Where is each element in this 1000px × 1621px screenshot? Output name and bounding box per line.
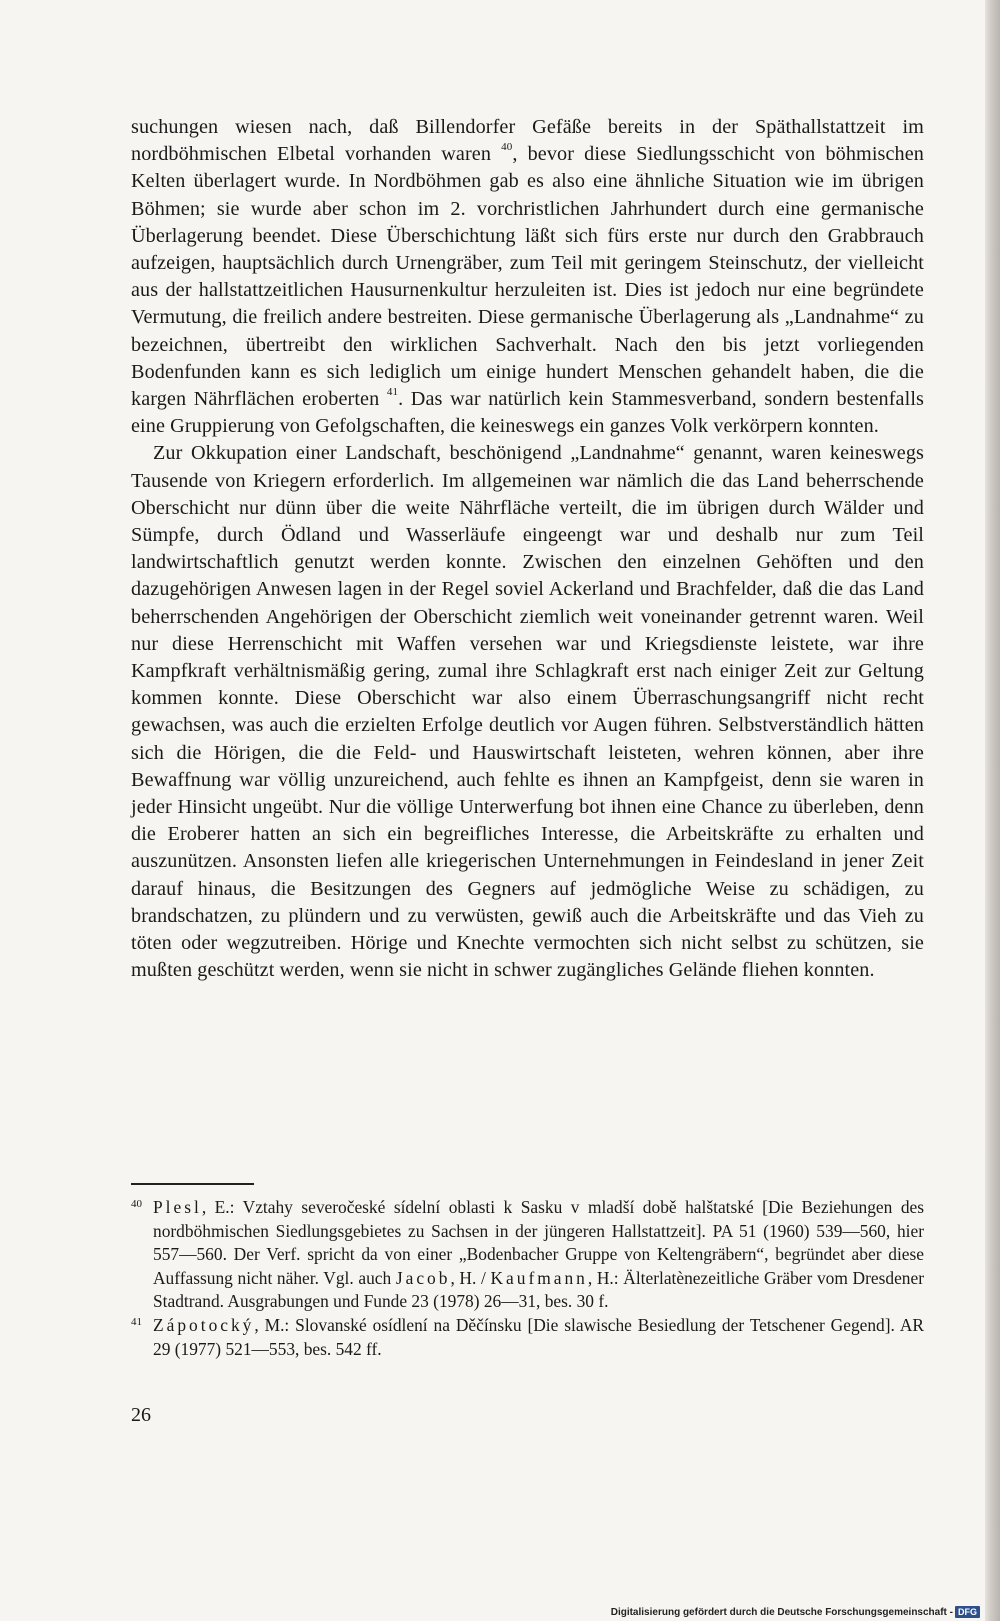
text-run: , H. / <box>450 1267 491 1288</box>
author-name: Zápotocký <box>153 1314 255 1335</box>
footnote-text <box>153 1196 924 1314</box>
footnote-number: 40 <box>131 1198 142 1210</box>
author-name: Kaufmann <box>490 1267 588 1288</box>
text-run: . Das war natürlich kein Stammesverband, sondern bestenfalls eine Gruppierung von Gefolgschaften, die keineswegs ein ganzes Volk verkörpern konnten. <box>131 388 924 438</box>
footnotes <box>131 1196 924 1361</box>
body-text <box>131 114 924 985</box>
page-edge-shadow <box>985 0 1000 1621</box>
author-name: Plesl <box>153 1197 202 1217</box>
dfg-logo: DFG <box>955 1606 980 1618</box>
footnote-separator <box>131 1183 254 1185</box>
footnote-number: 41 <box>131 1315 142 1328</box>
footnote-41 <box>131 1314 924 1361</box>
footnote-text <box>153 1314 924 1361</box>
text-run: , H.: Älterlatènezeitliche Gräber vom Dresdener Stadtrand. Ausgrabungen und Funde 23 (1978) 26—31, bes. 30 f. <box>153 1267 924 1312</box>
footnote-40 <box>131 1196 924 1314</box>
footnote-ref-41[interactable]: 41 <box>386 386 399 399</box>
paragraph-1 <box>131 114 924 440</box>
footer-text: Digitalisierung gefördert durch die Deutsche Forschungsgemeinschaft - <box>610 1606 953 1618</box>
digitization-footer <box>611 1606 980 1618</box>
text-run: Zur Okkupation einer Landschaft, beschönigend „Landnahme“ genannt, waren keineswegs Tausende von Kriegern erforderlich. Im allgemeinen war nämlich die das Land beherrschende Oberschicht nur dünn über die weite Nährfläche verteilt, die im übrigen durch Wälder und Sümpfe, durch Ödland und Wasserläufe eingeengt war und deshalb nur zum Teil landwirtschaftlich genutzt werden konnte. Zwischen den einzelnen Gehöften und den dazugehörigen Anwesen lagen in der Regel soviel Ackerland und Brachfelder, daß die das Land beherrschenden Angehörigen der Oberschicht ziemlich weit voneinander getrennt waren. Weil nur diese Herrenschicht mit Waffen versehen war und Kriegsdienste leistete, war ihre Kampfkraft verhältnismäßig gering, zumal ihre Schlagkraft erst nach einiger Zeit zur Geltung kommen konnte. Diese Oberschicht war also einem Überraschungsangriff nicht recht gewachsen, was auch die erzielten Erfolge deutlich vor Augen führen. Selbstverständlich hätten sich die Hörigen, die die Feld- und Hauswirtschaft leisteten, wehren können, aber ihre Bewaffnung war völlig unzureichend, auch fehlte es ihnen an Kampfgeist, denn sie waren in jeder Hinsicht ungeübt. Nur die völlige Unterwerfung bot ihnen eine Chance zu überleben, denn die Eroberer hatten an sich ein begreifliches Interesse, die Arbeitskräfte zu erhalten und auszunützen. Ansonsten liefen alle kriegerischen Unternehmungen in Feindesland in jener Zeit darauf hinaus, die Besitzungen des Gegners auf jedmögliche Weise zu schädigen, zu brandschatzen, zu plündern und zu verwüsten, gewiß auch die Arbeitskräfte und das Vieh zu töten oder wegzutreiben. Hörige und Knechte vermochten sich nicht selbst zu schützen, sie mußten geschützt werden, wenn sie nicht in schwer zugängliches Gelände fliehen konnten. <box>131 442 924 982</box>
text-run: , M.: Slovanské osídlení na Děčínsku [Die slawische Besiedlung der Tetschener Gegend]. AR 29 (1977) 521—553, bes. 542 ff. <box>153 1314 924 1359</box>
footnote-ref-40[interactable]: 40 <box>501 141 513 154</box>
page-number: 26 <box>131 1404 151 1426</box>
text-run: , bevor diese Siedlungsschicht von böhmischen Kelten überlagert wurde. In Nordböhmen gab es also eine ähnliche Situation wie im übrigen Böhmen; sie wurde aber schon im 2. vorchristlichen Jahrhundert durch eine germanische Überlagerung beendet. Diese Überschichtung läßt sich fürs erste nur durch den Grabbrauch aufzeigen, hauptsächlich durch Urnengräber, zum Teil mit geringem Steinschutz, der vielleicht aus der hallstattzeitlichen Hausurnenkultur herzuleiten ist. Dies ist jedoch nur eine begründete Vermutung, die freilich andere bestreiten. Diese germanische Überlagerung als „Landnahme“ zu bezeichnen, übertreibt den wirklichen Sachverhalt. Nach den bis jetzt vorliegenden Bodenfunden kann es sich lediglich um einige hundert Menschen gehandelt haben, die die kargen Nährflächen eroberten <box>131 143 924 411</box>
author-name: Jacob <box>395 1267 451 1288</box>
text-run: suchungen wiesen nach, daß Billendorfer Gefäße bereits in der Späthallstattzeit im nordböhmischen Elbetal vorhanden waren <box>131 116 924 166</box>
text-run: , E.: Vztahy severočeské sídelní oblasti k Sasku v mladší době halštatské [Die Beziehungen des nordböhmischen Siedlungsgebietes zu Sachsen in der jüngeren Hallstattzeit]. PA 51 (1960) 539—560, hier 557—560. Der Verf. spricht da von einer „Bodenbacher Gruppe von Keltengräbern“, begründet aber diese Auffassung nicht näher. Vgl. auch <box>153 1197 924 1288</box>
paragraph-2 <box>131 440 924 984</box>
